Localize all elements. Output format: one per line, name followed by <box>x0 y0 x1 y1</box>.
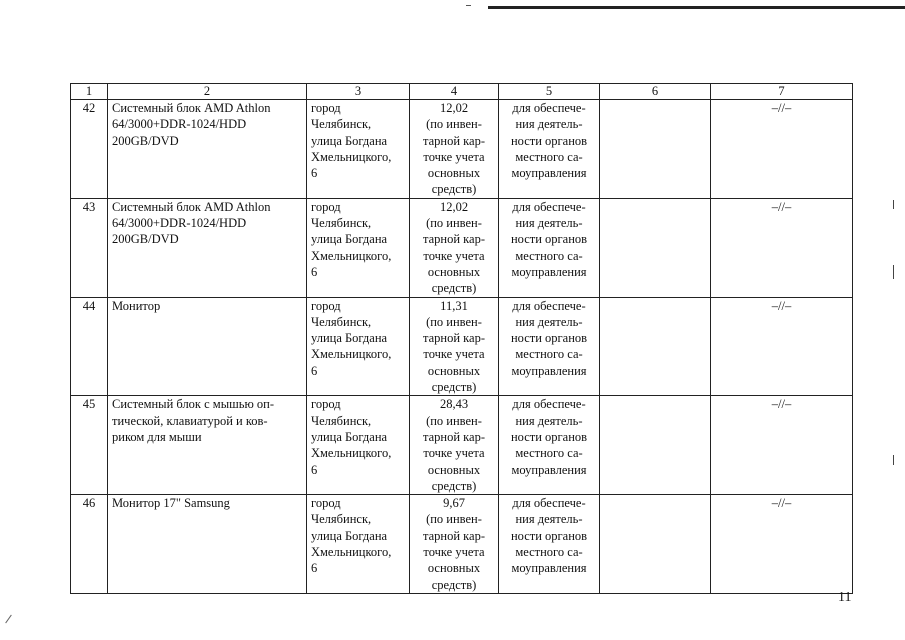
item-value-text: 11,31 (по инвен- тарной кар- точке учета основных средств) <box>422 298 485 395</box>
row-number: 44 <box>71 297 108 396</box>
item-address <box>307 396 410 495</box>
column-header: 6 <box>600 84 711 100</box>
header-row <box>71 84 853 100</box>
row-number: 43 <box>71 198 108 297</box>
item-address-text: город Челябинск, улица Богдана Хмельницкого, 6 <box>311 397 392 477</box>
item-value-text: 12,02 (по инвен- тарной кар- точке учета основных средств) <box>422 199 485 296</box>
item-value-text: 28,43 (по инвен- тарной кар- точке учета основных средств) <box>422 397 485 493</box>
item-name-text: Системный блок с мышью оп- тической, клавиатурой и ков- риком для мыши <box>112 397 275 444</box>
item-purpose <box>499 100 600 199</box>
item-value <box>410 396 499 495</box>
item-value <box>410 495 499 594</box>
table-row <box>71 198 853 297</box>
item-address <box>307 495 410 594</box>
item-purpose <box>499 198 600 297</box>
item-purpose-text: для обеспече- ния деятель- ности органов местного са- моуправления <box>510 101 588 181</box>
item-name-text: Системный блок AMD Athlon 64/3000+DDR-1024/HDD 200GB/DVD <box>112 199 271 247</box>
item-name-text: Монитор 17" Samsung <box>112 496 230 511</box>
item-purpose <box>499 297 600 396</box>
item-col6 <box>600 495 711 594</box>
table-row <box>71 297 853 396</box>
item-col6 <box>600 396 711 495</box>
item-purpose-text: для обеспече- ния деятель- ности органов местного са- моуправления <box>510 199 588 279</box>
item-purpose-text: для обеспече- ния деятель- ности органов местного са- моуправления <box>510 397 588 477</box>
item-value-text: 12,02 (по инвен- тарной кар- точке учета основных средств) <box>422 101 485 197</box>
margin-mark <box>893 200 894 209</box>
scan-speck <box>466 5 471 6</box>
margin-mark <box>893 265 894 279</box>
column-header: 1 <box>71 84 108 100</box>
item-address-text: город Челябинск, улица Богдана Хмельницкого, 6 <box>311 101 392 181</box>
table-row <box>71 396 853 495</box>
item-col6 <box>600 297 711 396</box>
item-name-text: Системный блок AMD Athlon 64/3000+DDR-1024/HDD 200GB/DVD <box>112 101 271 148</box>
item-col6 <box>600 100 711 199</box>
table-row <box>71 100 853 199</box>
top-rule <box>488 6 905 9</box>
column-header: 5 <box>499 84 600 100</box>
column-header: 3 <box>307 84 410 100</box>
column-header: 7 <box>711 84 853 100</box>
item-name <box>108 396 307 495</box>
scan-mark <box>5 615 12 624</box>
inventory-table <box>70 83 853 594</box>
item-purpose <box>499 495 600 594</box>
item-value-text: 9,67 (по инвен- тарной кар- точке учета основных средств) <box>422 496 485 592</box>
item-address <box>307 100 410 199</box>
item-value <box>410 100 499 199</box>
table-row <box>71 495 853 594</box>
row-number: 42 <box>71 100 108 199</box>
column-header: 2 <box>108 84 307 100</box>
item-purpose-text: для обеспече- ния деятель- ности органов местного са- моуправления <box>510 496 588 576</box>
item-purpose <box>499 396 600 495</box>
item-address <box>307 297 410 396</box>
item-address-text: город Челябинск, улица Богдана Хмельницкого, 6 <box>311 298 392 378</box>
row-number: 45 <box>71 396 108 495</box>
row-number: 46 <box>71 495 108 594</box>
item-col7: –//– <box>711 100 853 199</box>
item-col7: –//– <box>711 396 853 495</box>
item-name <box>108 100 307 199</box>
item-address-text: город Челябинск, улица Богдана Хмельницкого, 6 <box>311 496 392 576</box>
item-col6 <box>600 198 711 297</box>
item-col7: –//– <box>711 198 853 297</box>
item-value <box>410 198 499 297</box>
item-name-text: Монитор <box>112 298 161 313</box>
item-col7: –//– <box>711 495 853 594</box>
item-col7: –//– <box>711 297 853 396</box>
item-purpose-text: для обеспече- ния деятель- ности органов местного са- моуправления <box>510 298 588 378</box>
item-value <box>410 297 499 396</box>
item-name <box>108 198 307 297</box>
column-header: 4 <box>410 84 499 100</box>
margin-mark <box>893 455 894 465</box>
item-address <box>307 198 410 297</box>
item-address-text: город Челябинск, улица Богдана Хмельницкого, 6 <box>311 199 392 279</box>
item-name <box>108 495 307 594</box>
item-name <box>108 297 307 396</box>
page-number: 11 <box>838 590 852 605</box>
